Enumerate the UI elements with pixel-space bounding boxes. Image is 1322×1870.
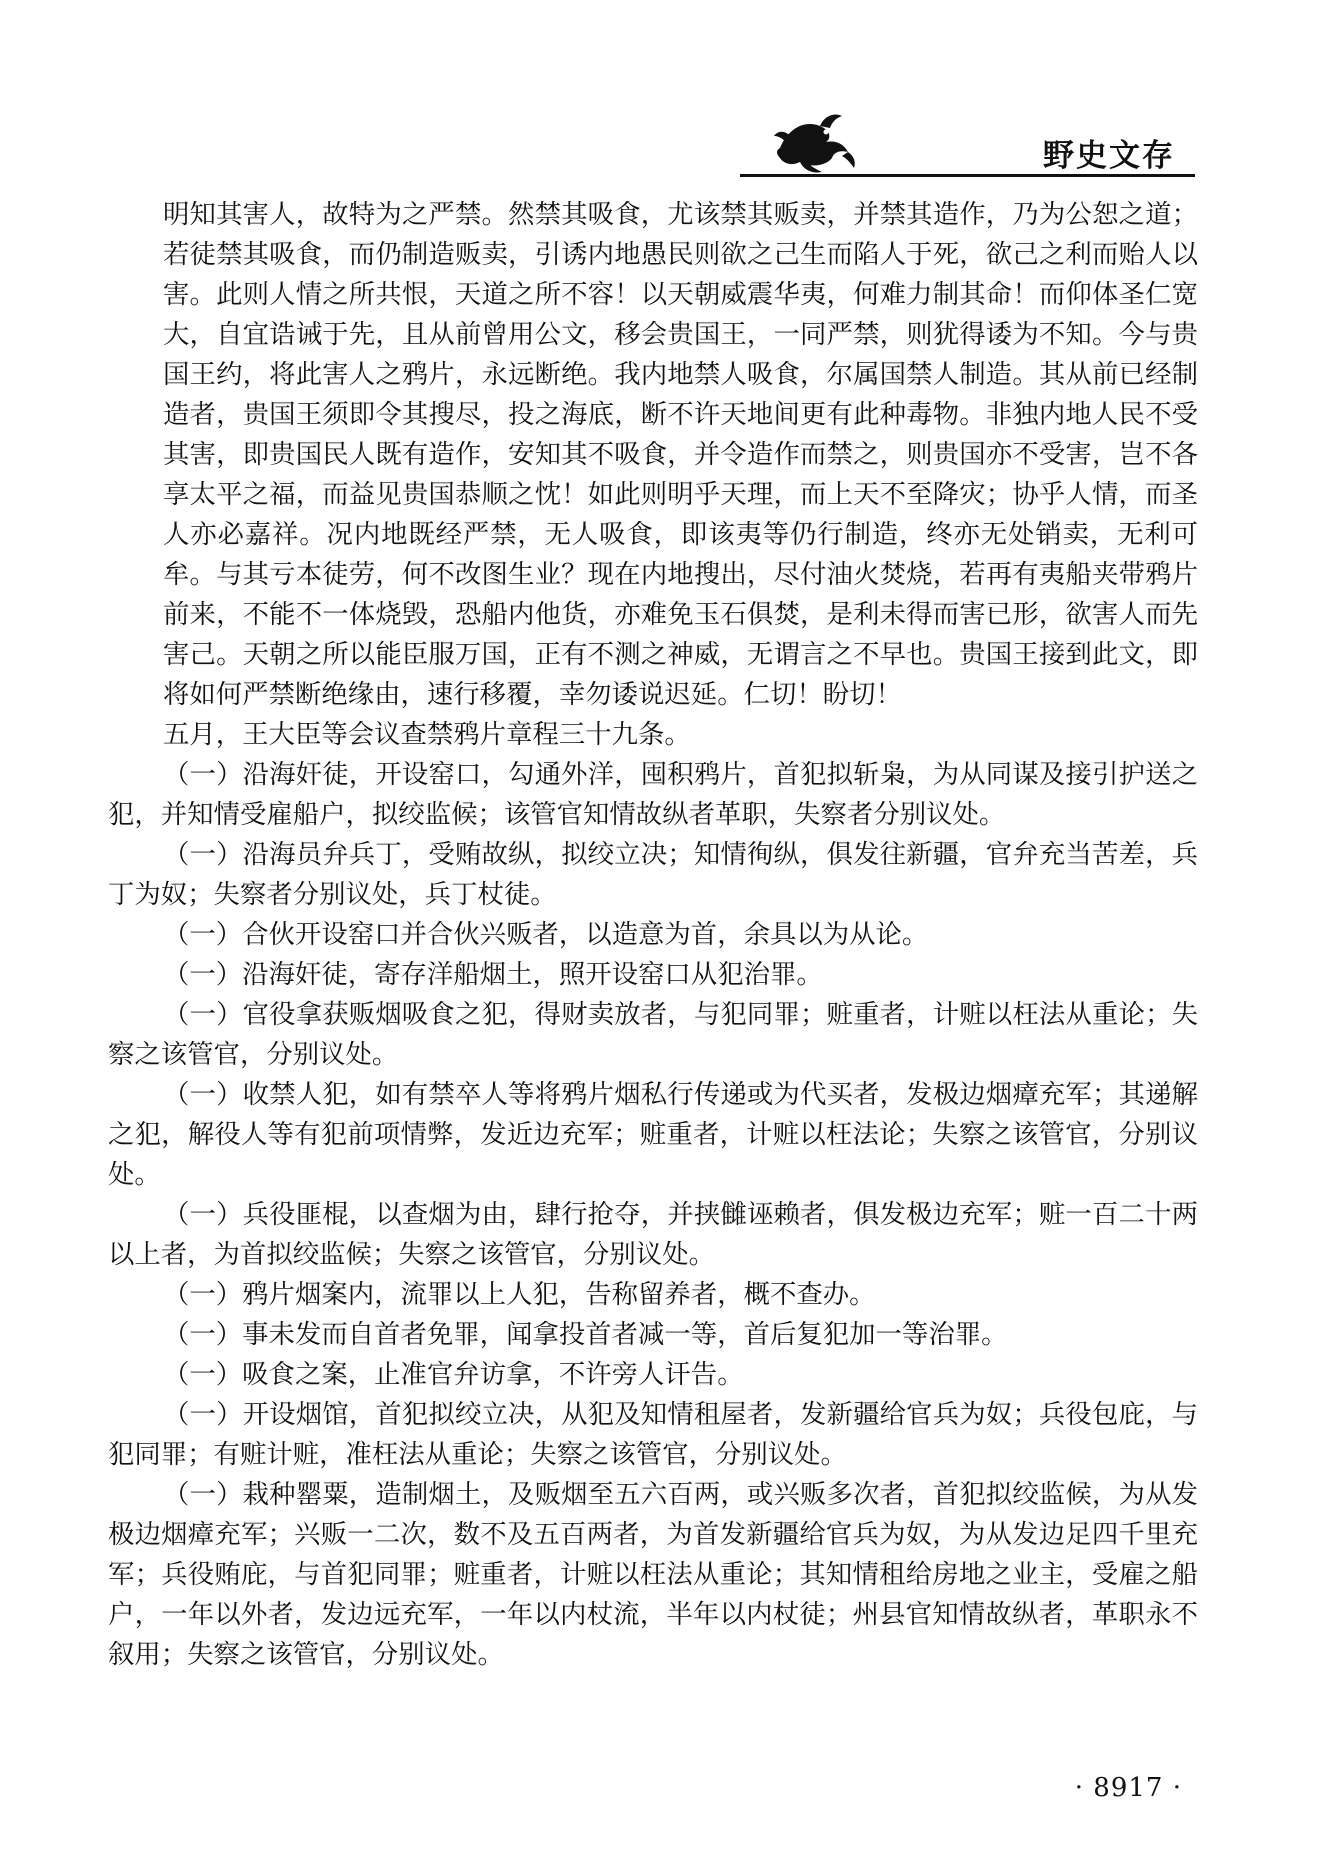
regulation-item: （一）事未发而自首者免罪，闻拿投首者减一等，首后复犯加一等治罪。	[163, 1319, 1008, 1350]
regulation-item: （一）沿海奸徒，开设窑口，勾通外洋，囤积鸦片，首犯拟斩枭，为从同谋及接引护送之犯，并知情受雇船户，拟绞监候；该管官知情故纵者革职，失察者分别议处。	[108, 759, 1198, 830]
regulation-item: （一）开设烟馆，首犯拟绞立决，从犯及知情租屋者，发新疆给官兵为奴；兵役包庇，与犯同罪；有赃计赃，准枉法从重论；失察之该管官，分别议处。	[108, 1399, 1198, 1470]
page-body	[108, 195, 1198, 1675]
regulation-item: （一）收禁人犯，如有禁卒人等将鸦片烟私行传递或为代买者，发极边烟瘴充军；其递解之犯，解役人等有犯前项情弊，发近边充军；赃重者，计赃以枉法论；失察之该管官，分别议处。	[108, 1079, 1198, 1190]
header-rule	[740, 174, 1195, 177]
regulation-item: （一）官役拿获贩烟吸食之犯，得财卖放者，与犯同罪；赃重者，计赃以枉法从重论；失察之该管官，分别议处。	[108, 999, 1198, 1070]
running-header	[740, 100, 1195, 180]
regulation-item: （一）合伙开设窑口并合伙兴贩者，以造意为首，余具以为从论。	[163, 919, 929, 950]
regulation-item: （一）兵役匪棍，以查烟为由，肆行抢夺，并挟雠诬赖者，俱发极边充军；赃一百二十两以上者，为首拟绞监候；失察之该管官，分别议处。	[108, 1199, 1198, 1270]
dragon-emblem-icon	[770, 108, 860, 178]
regulation-item: （一）鸦片烟案内，流罪以上人犯，告称留养者，概不查办。	[163, 1279, 876, 1310]
regulation-item: （一）吸食之案，止准官弁访拿，不许旁人讦告。	[163, 1359, 744, 1390]
regulation-item: （一）沿海员弁兵丁，受贿故纵，拟绞立决；知情徇纵，俱发往新疆，官弁充当苦差，兵丁为奴；失察者分别议处，兵丁杖徒。	[108, 839, 1198, 910]
edict-continuation: 明知其害人，故特为之严禁。然禁其吸食，尤该禁其贩卖，并禁其造作，乃为公恕之道；若徒禁其吸食，而仍制造贩卖，引诱内地愚民则欲之己生而陷人于死，欲己之利而贻人以害。此则人情之所共恨，天道之所不容！以天朝威震华夷，何难力制其命！而仰体圣仁宽大，自宜诰诫于先，且从前曾用公文，移会贵国王，一同严禁，则犹得诿为不知。今与贵国王约，将此害人之鸦片，永远断绝。我内地禁人吸食，尔属国禁人制造。其从前已经制造者，贵国王须即令其搜尽，投之海底，断不许天地间更有此种毒物。非独内地人民不受其害，即贵国民人既有造作，安知其不吸食，并令造作而禁之，则贵国亦不受害，岂不各享太平之福，而益见贵国恭顺之忱！如此则明乎天理，而上天不至降灾；协乎人情，而圣人亦必嘉祥。况内地既经严禁，无人吸食，即该夷等仍行制造，终亦无处销卖，无利可牟。与其亏本徒劳，何不改图生业？现在内地搜出，尽付油火焚烧，若再有夷船夹带鸦片前来，不能不一体烧毁，恐船内他货，亦难免玉石俱焚，是利未得而害已形，欲害人而先害己。天朝之所以能臣服万国，正有不测之神威，无谓言之不早也。贵国王接到此文，即将如何严禁断绝缘由，速行移覆，幸勿诿说迟延。仁切！盼切！	[163, 199, 1198, 710]
page-number: · 8917 ·	[1074, 1773, 1182, 1803]
header-title: 野史文存	[1043, 138, 1175, 174]
regulation-item: （一）沿海奸徒，寄存洋船烟土，照开设窑口从犯治罪。	[163, 959, 823, 990]
regulation-item: （一）栽种罂粟，造制烟土，及贩烟至五六百两，或兴贩多次者，首犯拟绞监候，为从发极边烟瘴充军；兴贩一二次，数不及五百两者，为首发新疆给官兵为奴，为从发边足四千里充军；兵役贿庇，与首犯同罪；赃重者，计赃以枉法从重论；其知情租给房地之业主，受雇之船户，一年以外者，发边远充军，一年以内杖流，半年以内杖徒；州县官知情故纵者，革职永不叙用；失察之该管官，分别议处。	[108, 1479, 1198, 1670]
regulation-intro: 五月，王大臣等会议查禁鸦片章程三十九条。	[163, 719, 691, 750]
